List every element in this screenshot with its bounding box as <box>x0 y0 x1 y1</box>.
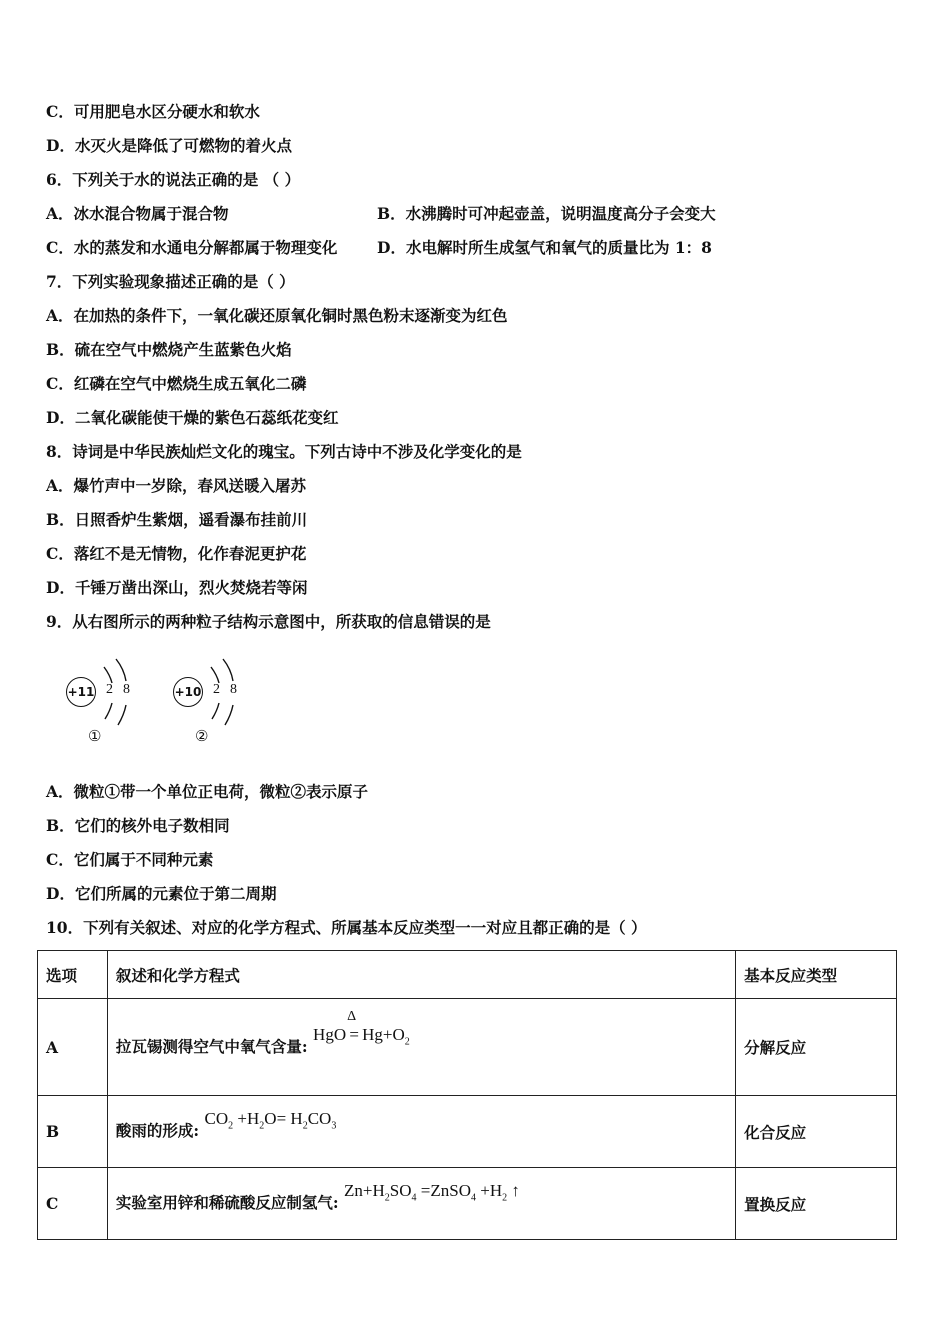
electron-shell-arcs <box>155 655 275 750</box>
row-reaction-type: 分解反应 <box>736 999 897 1096</box>
q8-option-c: C．落红不是无情物，化作春泥更护花 <box>46 544 307 563</box>
q6-option-a: A．冰水混合物属于混合物 <box>46 204 229 223</box>
table-row <box>38 999 897 1096</box>
row-reaction-type: 置换反应 <box>736 1168 897 1240</box>
q5-option-d: D．水灭火是降低了可燃物的着火点 <box>46 136 292 155</box>
row-reaction-type: 化合反应 <box>736 1096 897 1168</box>
shell-electrons-2: 8 <box>123 682 130 697</box>
q8-option-a: A．爆竹声中一岁除，春风送暖入屠苏 <box>46 476 307 495</box>
atom-diagram-2 <box>155 655 275 750</box>
q7-option-d: D．二氧化碳能使干燥的紫色石蕊纸花变红 <box>46 408 339 427</box>
q9-option-c: C．它们属于不同种元素 <box>46 850 214 869</box>
q9-stem: 9．从右图所示的两种粒子结构示意图中，所获取的信息错误的是 <box>46 612 491 631</box>
equation-c: $Zn+H_2SO_4$ =ZnSO$_4$ $+H_2$ ↑ <box>344 1181 520 1204</box>
row-description <box>107 1096 735 1168</box>
row-description-text: 酸雨的形成: <box>115 1121 200 1141</box>
nucleus: +10 <box>173 677 203 707</box>
shell-electrons-2: 8 <box>230 682 237 697</box>
q5-option-c: C．可用肥皂水区分硬水和软水 <box>46 102 260 121</box>
q8-option-b: B．日照香炉生紫烟，遥看瀑布挂前川 <box>46 510 308 529</box>
table-header-row <box>38 951 897 999</box>
table-row <box>38 1168 897 1240</box>
q8-option-d: D．千锤万凿出深山，烈火焚烧若等闲 <box>46 578 308 597</box>
header-option: 选项 <box>38 951 108 999</box>
row-description <box>107 1168 735 1240</box>
table-row <box>38 1096 897 1168</box>
row-description-text: 实验室用锌和稀硫酸反应制氢气: <box>115 1193 339 1213</box>
shell-electrons-1: 2 <box>106 682 113 697</box>
nucleus: +11 <box>66 677 96 707</box>
row-option: A <box>38 999 108 1096</box>
equation-a: HgO Δ = $Hg+O_2$ <box>313 1008 410 1048</box>
row-description-text: 拉瓦锡测得空气中氧气含量: <box>115 1036 308 1056</box>
atom-label: ② <box>195 727 209 745</box>
q7-stem: 7．下列实验现象描述正确的是（ ） <box>46 272 295 291</box>
q7-option-b: B．硫在空气中燃烧产生蓝紫色火焰 <box>46 340 292 359</box>
q6-option-d: D．水电解时所生成氢气和氧气的质量比为 1：8 <box>377 238 712 257</box>
header-description: 叙述和化学方程式 <box>107 951 735 999</box>
equation-b: $CO_2 +H_2O= H_2CO_3$ <box>204 1109 337 1132</box>
row-description <box>107 999 735 1096</box>
row-option: B <box>38 1096 108 1168</box>
row-option: C <box>38 1168 108 1240</box>
q6-option-b: B．水沸腾时可冲起壶盖，说明温度高分子会变大 <box>377 204 716 223</box>
q7-option-a: A．在加热的条件下，一氧化碳还原氧化铜时黑色粉末逐渐变为红色 <box>46 306 508 325</box>
electron-shell-arcs <box>48 655 168 750</box>
q10-table <box>37 950 897 1240</box>
q8-stem: 8．诗词是中华民族灿烂文化的瑰宝。下列古诗中不涉及化学变化的是 <box>46 442 522 461</box>
q9-option-b: B．它们的核外电子数相同 <box>46 816 230 835</box>
q7-option-c: C．红磷在空气中燃烧生成五氧化二磷 <box>46 374 307 393</box>
atom-label: ① <box>88 727 102 745</box>
shell-electrons-1: 2 <box>213 682 220 697</box>
q10-stem: 10．下列有关叙述、对应的化学方程式、所属基本反应类型一一对应且都正确的是（ ） <box>46 918 647 937</box>
q9-option-a: A．微粒①带一个单位正电荷，微粒②表示原子 <box>46 782 369 801</box>
q6-option-c: C．水的蒸发和水通电分解都属于物理变化 <box>46 238 338 257</box>
atom-diagram-1 <box>48 655 168 750</box>
q6-stem: 6．下列关于水的说法正确的是 （ ） <box>46 170 301 189</box>
q9-option-d: D．它们所属的元素位于第二周期 <box>46 884 277 903</box>
header-reaction-type: 基本反应类型 <box>736 951 897 999</box>
